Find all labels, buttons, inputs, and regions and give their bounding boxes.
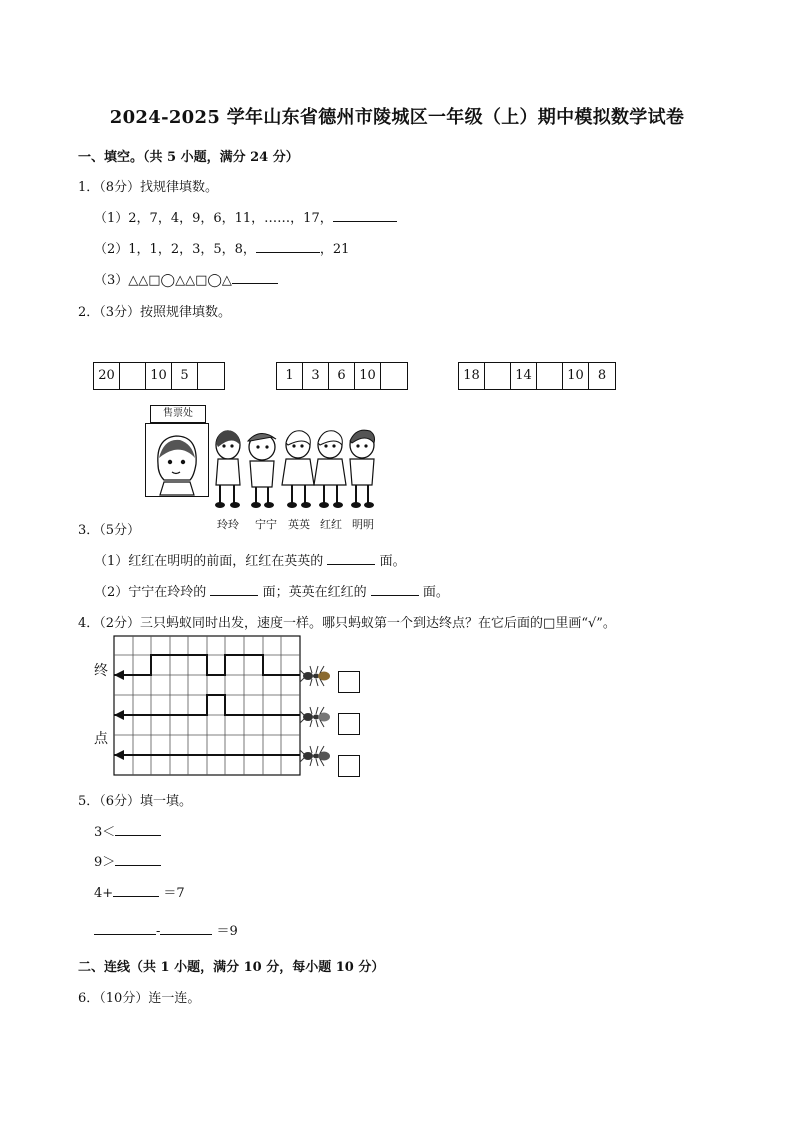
answer-blank [160, 922, 212, 935]
child-ningning-figure [248, 433, 276, 508]
child-yingying-figure [282, 431, 314, 508]
ant-icon [300, 664, 334, 688]
answer-checkbox-top[interactable] [338, 671, 360, 693]
q1-part2-tail: ，21 [319, 242, 350, 257]
answer-checkbox-middle[interactable] [338, 713, 360, 735]
seq-cell-empty [381, 363, 407, 389]
seq-cell: 14 [511, 363, 537, 389]
sequence-box-1 [93, 362, 225, 390]
seq-cell: 8 [597, 368, 607, 383]
q5-stem: 5．（6分）填一填。 [78, 794, 193, 809]
child-honghong-figure [314, 431, 346, 508]
q5-line4-minus: - [156, 924, 161, 939]
q5-line4-tail: ＝9 [216, 924, 238, 939]
q5-line4 [94, 920, 238, 939]
page-title: 2024-2025 学年山东省德州市陵城区一年级（上）期中模拟数学试卷 [109, 107, 685, 128]
q1-part1-text: （1）2，7，4，9，6，11，……，17， [94, 211, 333, 226]
q3-part1-text: （1）红红在明明的前面，红红在英英的 [94, 554, 324, 569]
q1-part3 [94, 269, 278, 288]
kid-label: 宁宁 [255, 518, 277, 531]
seq-cell-empty [485, 363, 511, 389]
seq-cell-empty [120, 363, 146, 389]
q3-part1 [94, 550, 406, 569]
q1-part3-text: （3）△△□◯△△□◯△ [94, 273, 232, 288]
seq-cell: 10 [355, 363, 381, 389]
answer-blank [256, 240, 320, 253]
answer-blank [232, 271, 278, 284]
kid-label: 明明 [352, 518, 374, 531]
seq-cell: 1 [277, 363, 303, 389]
q1-part1 [94, 207, 397, 226]
q3-part2-text: （2）宁宁在玲玲的 [94, 585, 207, 600]
q1-part2 [94, 238, 349, 257]
seq-cell: 5 [172, 363, 198, 389]
ticket-window [145, 423, 209, 497]
ticket-seller-icon [146, 424, 208, 496]
answer-blank [94, 922, 156, 935]
ant-path-middle [114, 695, 300, 715]
answer-blank [115, 823, 161, 836]
children-queue-illustration [210, 425, 380, 513]
answer-checkbox-bottom[interactable] [338, 755, 360, 777]
q3-part1-tail: 面。 [379, 554, 406, 569]
answer-blank [327, 552, 375, 565]
q5-line2 [94, 851, 161, 870]
seq-cell: 3 [303, 363, 329, 389]
arrow-left-icon [114, 670, 124, 680]
section-2-heading: 二、连线（共 1 小题，满分 10 分，每小题 10 分） [78, 960, 385, 975]
q5-line3-tail: ＝7 [163, 886, 185, 901]
seq-cell-empty [537, 363, 563, 389]
answer-blank [371, 583, 419, 596]
sequence-box-3 [458, 362, 616, 390]
arrowheads [114, 670, 124, 760]
sequence-box-2 [276, 362, 408, 390]
q5-line3 [94, 882, 185, 901]
q2-stem: 2．（3分）按照规律填数。 [78, 305, 232, 320]
seq-cell-empty [198, 363, 224, 389]
ant-icon [300, 744, 334, 768]
seq-cell: 6 [329, 363, 355, 389]
q5-line2-text: 9＞ [94, 855, 116, 870]
q4-stem: 4．（2分）三只蚂蚁同时出发，速度一样。哪只蚂蚁第一个到达终点？在它后面的□里画“√”。 [78, 616, 616, 631]
answer-blank [210, 583, 258, 596]
q5-line1-text: 3＜ [94, 825, 116, 840]
ticket-office-sign: 售票处 [150, 405, 206, 423]
q3-part2-mid: 面；英英在红红的 [262, 585, 367, 600]
ant-path-top [114, 655, 300, 675]
q3-part2-tail: 面。 [422, 585, 449, 600]
seq-cell: 18 [459, 363, 485, 389]
seq-cell: 20 [94, 363, 120, 389]
q6-stem: 6．（10分）连一连。 [78, 991, 201, 1006]
kid-label: 玲玲 [217, 518, 239, 531]
answer-blank [115, 853, 161, 866]
q5-line3-text: 4+ [94, 886, 114, 901]
q3-part2 [94, 581, 449, 600]
kid-label: 英英 [288, 518, 310, 531]
q5-line1 [94, 821, 161, 840]
q3-stem: 3．（5分） [78, 523, 141, 538]
answer-blank [333, 209, 397, 222]
seq-cell: 10 [146, 363, 172, 389]
kid-label: 红红 [320, 518, 342, 531]
answer-blank [113, 884, 159, 897]
finish-label-bottom: 点 [94, 731, 108, 747]
section-1-heading: 一、填空。（共 5 小题，满分 24 分） [78, 150, 299, 165]
arrow-left-icon [114, 750, 124, 760]
child-lingling-figure [215, 430, 240, 508]
ant-icon [300, 705, 334, 729]
q1-part2-text: （2）1，1，2，3，5，8， [94, 242, 256, 257]
q1-stem: 1．（8分）找规律填数。 [78, 180, 219, 195]
child-mingming-figure [350, 430, 375, 508]
finish-label-top: 终 [94, 663, 108, 679]
arrow-left-icon [114, 710, 124, 720]
seq-cell: 10 [563, 363, 589, 389]
